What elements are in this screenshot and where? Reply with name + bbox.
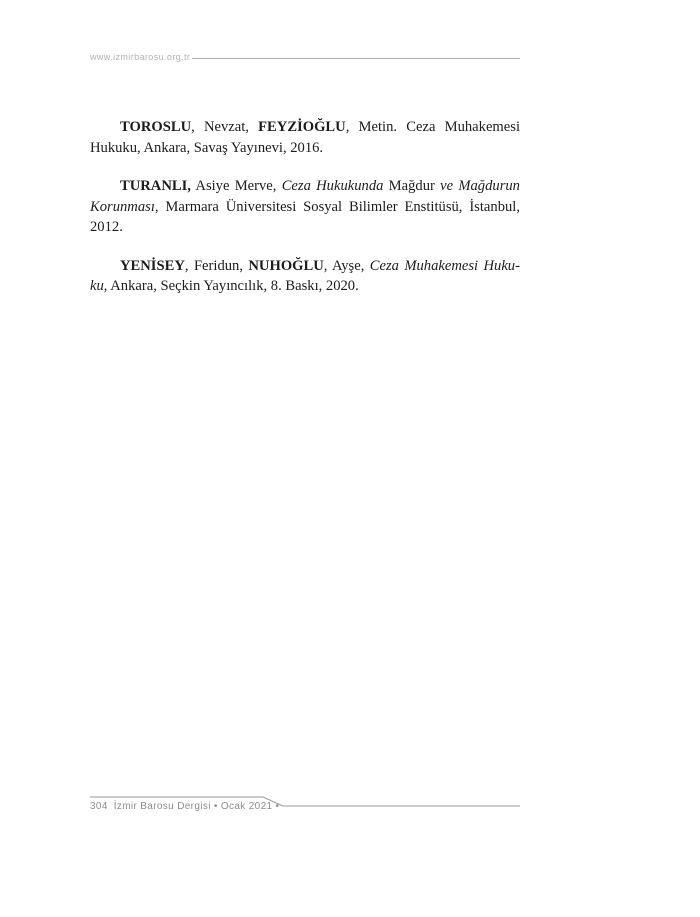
entry-text: , Nevzat, [191,119,259,135]
header-website-url: www.izmirbarosu.org.tr [90,52,191,62]
entry-text: , Ayşe, [323,257,370,274]
header-rule-line [192,58,520,59]
page-header [90,52,520,62]
author-name: TURANLI, [120,178,191,194]
author-name: YENİSEY [120,257,185,274]
bibliography-entry [90,117,520,158]
entry-text: , Metin. Ceza Muhakemesi Hukuku, Ankara, Savaş Yayınevi, 2016. [90,119,520,156]
entry-text: Marmara Üniversitesi Sosyal Bilimler Enstitüsü, İstanbul, 2012. [90,198,520,235]
work-title: Ceza Muhakemesi Hukuku [90,257,520,294]
author-name: TOROSLU [120,119,192,135]
author-name: NUHOĞLU [248,257,324,274]
bibliography-entry [90,176,520,238]
entry-text: Mağdur [383,178,441,194]
entry-text: Asiye Merve, [190,178,282,194]
bibliography-entry [90,256,520,297]
journal-info: İzmir Barosu Dergisi • Ocak 2021 • [113,801,280,812]
work-title: Ceza Hukukunda [281,178,384,194]
author-name: FEYZİOĞLU [258,119,346,135]
entry-text: , Feridun, [184,257,249,274]
work-title: ve Mağdurun Korunması, [90,178,520,215]
entry-text: , Ankara, Seçkin Yayıncılık, 8. Baskı, 2020. [103,278,359,294]
page-number: 304 [90,801,108,812]
page-footer [90,801,279,812]
bibliography-section [90,117,520,315]
